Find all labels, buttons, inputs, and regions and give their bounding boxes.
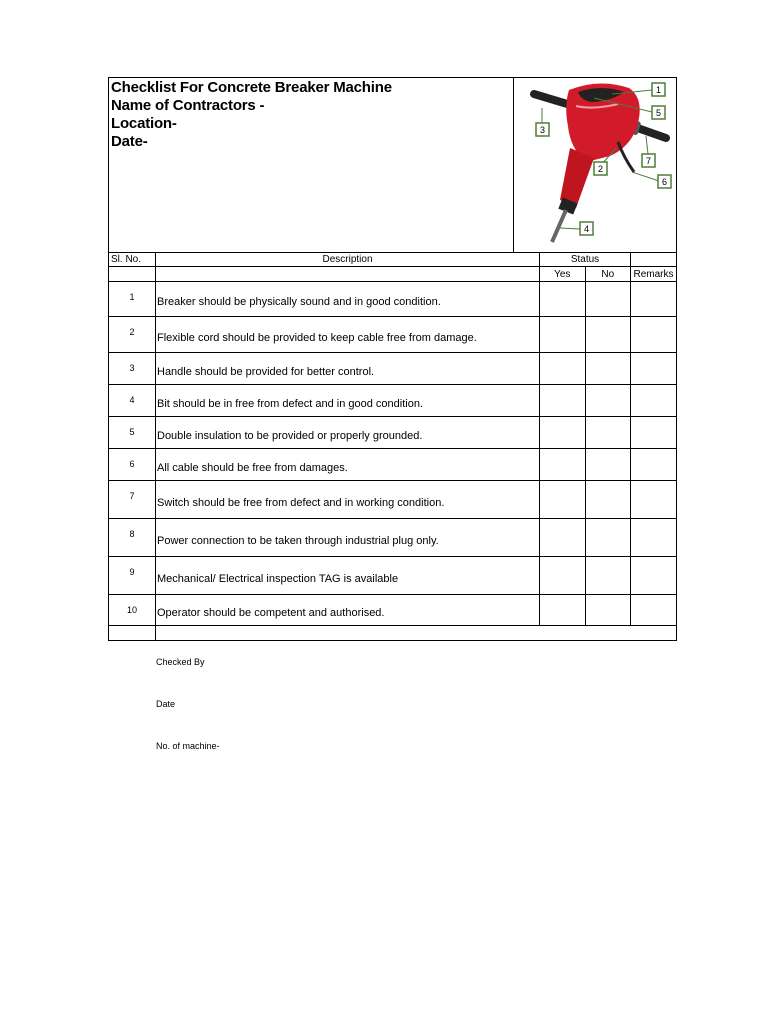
row-description: Flexible cord should be provided to keep cable free from damage. <box>156 317 540 353</box>
callout-3-label: 3 <box>539 125 546 135</box>
row-description: Double insulation to be provided or properly grounded. <box>156 417 540 449</box>
no-header: No <box>585 267 631 282</box>
callout-7-label: 7 <box>645 156 652 166</box>
no-cell[interactable] <box>585 417 631 449</box>
remarks-cell[interactable] <box>631 417 677 449</box>
callout-2 <box>594 162 607 175</box>
blank-row-rest <box>156 626 677 641</box>
chisel-bit <box>552 210 566 242</box>
row-description: Mechanical/ Electrical inspection TAG is available <box>156 557 540 595</box>
callout-5-label: 5 <box>655 108 662 118</box>
remarks-cell[interactable] <box>631 557 677 595</box>
yes-cell[interactable] <box>540 282 586 317</box>
row-description: Bit should be in free from defect and in good condition. <box>156 385 540 417</box>
contractors-field: Name of Contractors - <box>111 97 265 114</box>
table-row <box>109 481 677 519</box>
row-number: 1 <box>109 282 156 317</box>
remarks-cell[interactable] <box>631 353 677 385</box>
status-header: Status <box>540 253 631 267</box>
breaker-image-box <box>513 77 677 253</box>
callout-4 <box>580 222 593 235</box>
row-description: Handle should be provided for better control. <box>156 353 540 385</box>
footer-date-label: Date <box>156 699 176 709</box>
row-description: Breaker should be physically sound and in good condition. <box>156 282 540 317</box>
concrete-breaker-illustration <box>514 78 675 251</box>
no-cell[interactable] <box>585 557 631 595</box>
table-row <box>109 385 677 417</box>
no-cell[interactable] <box>585 449 631 481</box>
no-cell[interactable] <box>585 317 631 353</box>
location-field: Location- <box>111 115 177 132</box>
table-row <box>109 519 677 557</box>
row-number: 2 <box>109 317 156 353</box>
remarks-cell[interactable] <box>631 317 677 353</box>
table-row <box>109 353 677 385</box>
subheader-blank-sl <box>109 267 156 282</box>
remarks-cell[interactable] <box>631 481 677 519</box>
no-cell[interactable] <box>585 353 631 385</box>
row-number: 10 <box>109 595 156 626</box>
table-row <box>109 449 677 481</box>
table-row <box>109 557 677 595</box>
sl-no-header: Sl. No. <box>109 253 156 267</box>
yes-header: Yes <box>540 267 586 282</box>
row-number: 7 <box>109 481 156 519</box>
table-row <box>109 595 677 626</box>
callout-1 <box>652 83 665 96</box>
yes-cell[interactable] <box>540 449 586 481</box>
row-number: 6 <box>109 449 156 481</box>
table-row <box>109 417 677 449</box>
remarks-cell[interactable] <box>631 385 677 417</box>
remarks-cell[interactable] <box>631 449 677 481</box>
description-header: Description <box>156 253 540 267</box>
row-number: 4 <box>109 385 156 417</box>
callout-6-label: 6 <box>661 177 668 187</box>
no-cell[interactable] <box>585 519 631 557</box>
row-number: 9 <box>109 557 156 595</box>
no-cell[interactable] <box>585 282 631 317</box>
callout-6 <box>658 175 671 188</box>
checklist-header <box>108 77 514 253</box>
remarks-header-blank <box>631 253 677 267</box>
callout-3 <box>536 123 549 136</box>
no-cell[interactable] <box>585 481 631 519</box>
yes-cell[interactable] <box>540 595 586 626</box>
row-description: Operator should be competent and authorised. <box>156 595 540 626</box>
remarks-cell[interactable] <box>631 282 677 317</box>
callout-2-label: 2 <box>597 164 604 174</box>
row-number: 3 <box>109 353 156 385</box>
yes-cell[interactable] <box>540 317 586 353</box>
callout-4-label: 4 <box>583 224 590 234</box>
no-cell[interactable] <box>585 385 631 417</box>
callout-1-label: 1 <box>655 85 662 95</box>
machine-no-label: No. of machine- <box>156 741 220 751</box>
remarks-cell[interactable] <box>631 595 677 626</box>
yes-cell[interactable] <box>540 557 586 595</box>
row-number: 8 <box>109 519 156 557</box>
row-description: Power connection to be taken through industrial plug only. <box>156 519 540 557</box>
yes-cell[interactable] <box>540 481 586 519</box>
checked-by-label: Checked By <box>156 657 205 667</box>
row-description: Switch should be free from defect and in working condition. <box>156 481 540 519</box>
table-row <box>109 317 677 353</box>
blank-row-sl <box>109 626 156 641</box>
table-subheader-row <box>109 267 677 282</box>
header-lines <box>111 79 392 151</box>
table-row <box>109 282 677 317</box>
date-field: Date- <box>111 133 148 150</box>
yes-cell[interactable] <box>540 353 586 385</box>
yes-cell[interactable] <box>540 385 586 417</box>
document-title: Checklist For Concrete Breaker Machine <box>111 79 392 96</box>
remarks-cell[interactable] <box>631 519 677 557</box>
callout-5 <box>652 106 665 119</box>
callout-7 <box>642 154 655 167</box>
row-description: All cable should be free from damages. <box>156 449 540 481</box>
checklist-table <box>108 252 677 641</box>
table-header-row <box>109 253 677 267</box>
power-cord <box>618 142 634 172</box>
remarks-header: Remarks <box>631 267 677 282</box>
subheader-blank-desc <box>156 267 540 282</box>
blank-row <box>109 626 677 641</box>
row-number: 5 <box>109 417 156 449</box>
yes-cell[interactable] <box>540 519 586 557</box>
yes-cell[interactable] <box>540 417 586 449</box>
no-cell[interactable] <box>585 595 631 626</box>
